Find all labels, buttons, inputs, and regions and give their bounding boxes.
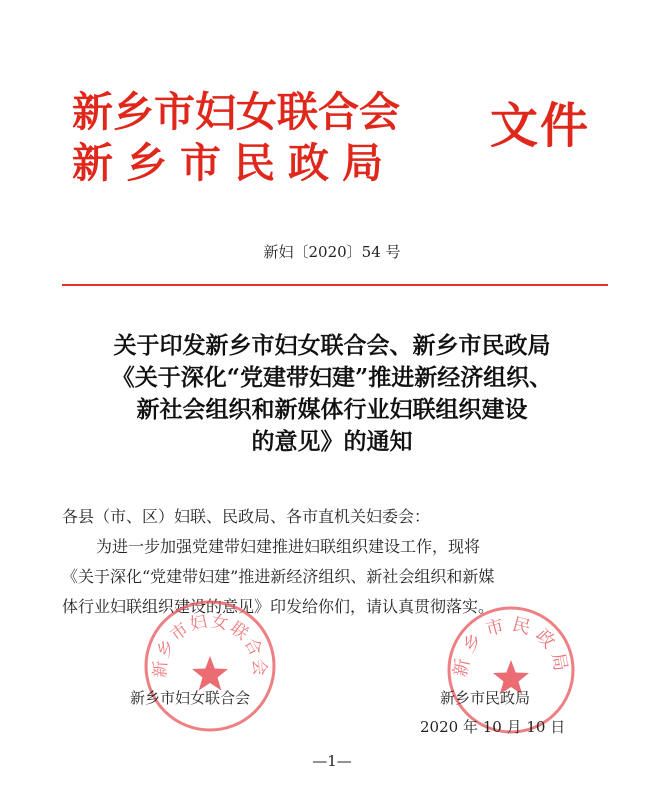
womens-federation-seal — [142, 598, 278, 734]
title-line: 关于印发新乡市妇女联合会、新乡市民政局 — [113, 332, 551, 359]
title-line: 新社会组织和新媒体行业妇联组织建设 — [136, 396, 528, 423]
title-line: 《关于深化“党建带妇建”推进新经济组织、 — [111, 364, 553, 391]
red-divider — [62, 284, 608, 286]
doc-number: 新妇〔2020〕54 号 — [263, 243, 401, 261]
body-line: 体行业妇联组织建设的意见》印发给你们，请认真贯彻落实。 — [62, 597, 495, 616]
addressee: 各县（市、区）妇联、民政局、各市直机关妇委会： — [62, 507, 431, 526]
page-number: —1— — [312, 752, 352, 770]
header-org-civil-affairs: 新乡市民政局 — [72, 139, 396, 187]
body-line: 为进一步加强党建带妇建推进妇联组织建设工作，现将 — [96, 537, 481, 556]
signature-civil-affairs: 新乡市民政局 — [440, 689, 531, 707]
seal-text: 新乡市妇女联合会 — [150, 611, 270, 679]
issue-date: 2020 年 10 月 10 日 — [420, 718, 566, 736]
header-doc-type: 文件 — [490, 98, 591, 154]
body-line: 《关于深化“党建带妇建”推进新经济组织、新社会组织和新媒 — [62, 567, 495, 586]
seal-text: 新乡市民政局 — [449, 613, 573, 679]
document-title — [40, 330, 624, 458]
signature-womens-federation: 新乡市妇女联合会 — [130, 689, 251, 707]
header-org-womens-federation: 新乡市妇女联合会 — [72, 88, 400, 136]
title-line: 的意见》的通知 — [251, 428, 413, 455]
seal-star-icon — [192, 656, 228, 691]
